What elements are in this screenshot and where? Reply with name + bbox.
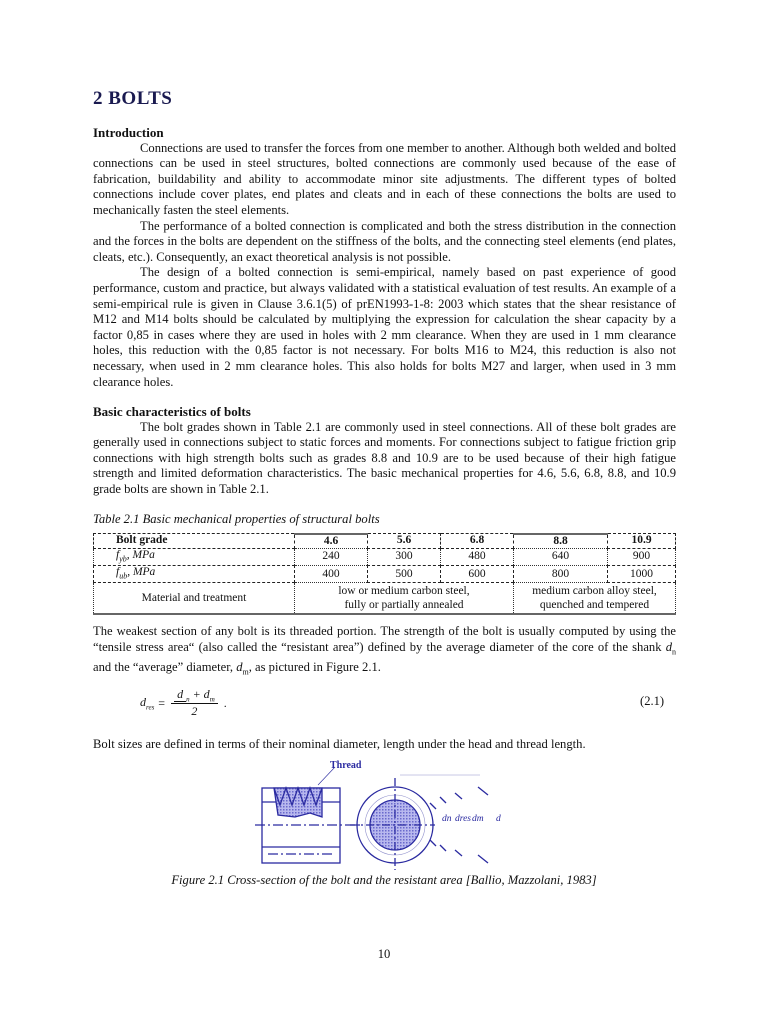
bolt-cross-section-figure — [250, 755, 520, 870]
table-cell: 800 — [514, 565, 608, 582]
equation-number: (2.1) — [640, 694, 665, 708]
dim-label-dn: dn — [442, 814, 452, 824]
basic-paragraph: The bolt grades shown in Table 2.1 are commonly used in steel connections. All of these bolt grades are generally used in connections subject to static forces and moments. For connections subject to fatigue friction grip connections with high strength bolts such as grades 8.8 and 10.9 are to be used because of their high fatigue strength and limited deformation characteristics. The basic mechanical properties for 4.6, 5.6, 6.8, 8.8, and 10.9 grade bolts are shown in Table 2.1. — [93, 419, 676, 496]
header-cell: Bolt grade — [94, 534, 295, 549]
weakest-section-paragraph: The weakest section of any bolt is its threaded portion. The strength of the bolt is usually computed by using the “tensile stress area“ (also called the “resistant area”) defined by the average diameter of the core of the shank $d_n$ and the “average” diameter, $d_m$, as pictured in Figure 2.1. — [93, 624, 676, 677]
table-cell: 300 — [368, 548, 441, 565]
introduction-heading: Introduction — [93, 125, 164, 140]
header-cell: 5.6 — [368, 534, 441, 549]
introduction-section — [93, 125, 676, 390]
intro-paragraph-3: The design of a bolted connection is semi-empirical, namely based on past experience of good performance, custom and practice, but always validated with a statistical evaluation of test results. An example of a semi-empirical rule is given in Clause 3.6.1(5) of prEN1993-1-8: 2003 which states that the shear resistance of M12 and M14 bolts should be calculated by multiplying the expression for calculation the shear capacity by a factor 0,85 in cases where they are used in holes with 2 mm clearance. When they are used in 1 mm clearance holes, this reduction with the 0,85 factor is not necessary. For bolts M16 to M24, this reduction is also not necessary, when used in 2 mm clearance holes. This also holds for bolts M27 and larger, when used in 3 mm clearance holes. — [93, 265, 676, 389]
dim-label-dm: dm — [472, 814, 484, 824]
intro-paragraph-2: The performance of a bolted connection is complicated and both the stress distribution in the connection and the forces in the bolts are dependent on the stiffness of the bolts, and the connecting steel elements (end plates, cleats, etc.). Consequently, an exact theoretical analysis is not possible. — [93, 218, 676, 264]
basic-characteristics-heading: Basic characteristics of bolts — [93, 404, 251, 419]
table-cell: 900 — [608, 548, 676, 565]
intro-paragraph-1: Connections are used to transfer the forces from one member to another. Although both welded and bolted connections can be used in steel structures, bolted connections are commonly used because of the ease of fabrication, buildability and ability to accommodate minor site adjustments. The different types of bolted connections include cover plates, end plates and cleats and in each of these connections the bolts are used to mechanically fasten the steel elements. — [93, 140, 676, 217]
table-row — [94, 565, 676, 582]
table-cell: 480 — [441, 548, 514, 565]
dim-label-dres: dres — [455, 814, 472, 824]
figure-caption: Figure 2.1 Cross-section of the bolt and the resistant area [Ballio, Mazzolani, 1983] — [171, 873, 597, 887]
table-cell-material-low: low or medium carbon steel, fully or partially annealed — [295, 583, 514, 615]
table-cell: 500 — [368, 565, 441, 582]
bolt-sizes-text: Bolt sizes are defined in terms of their nominal diameter, length under the head and thread length. — [93, 737, 586, 751]
header-cell: 10.9 — [608, 534, 676, 549]
thread-label: Thread — [330, 760, 362, 771]
table-cell: 1000 — [608, 565, 676, 582]
table-cell: 400 — [295, 565, 368, 582]
chapter-title: 2 BOLTS — [93, 88, 173, 109]
basic-characteristics-section — [93, 404, 676, 498]
table-cell-material-high: medium carbon alloy steel, quenched and tempered — [514, 583, 676, 615]
table-caption: Table 2.1 Basic mechanical properties of structural bolts — [93, 512, 380, 526]
header-cell: 8.8 — [514, 534, 608, 549]
row-label: Material and treatment — [94, 583, 295, 615]
table-cell: 600 — [441, 565, 514, 582]
table-2-1 — [93, 512, 676, 615]
table-cell: 640 — [514, 548, 608, 565]
dim-label-d: d — [496, 814, 501, 824]
header-cell: 6.8 — [441, 534, 514, 549]
page-number: 10 — [377, 947, 391, 961]
table-row — [94, 583, 676, 615]
row-label: $f_{yb}$, MPa — [94, 548, 295, 565]
bolt-properties-table — [93, 533, 676, 616]
table-cell: 240 — [295, 548, 368, 565]
equation-2-1: $d_{res}$ = $\frac{d _n + d_m}{2}$ . — [140, 687, 227, 719]
row-label: $f_{ub}$, MPa — [94, 565, 295, 582]
table-row — [94, 548, 676, 565]
table-header-row — [94, 534, 676, 549]
header-cell: 4.6 — [295, 534, 368, 549]
